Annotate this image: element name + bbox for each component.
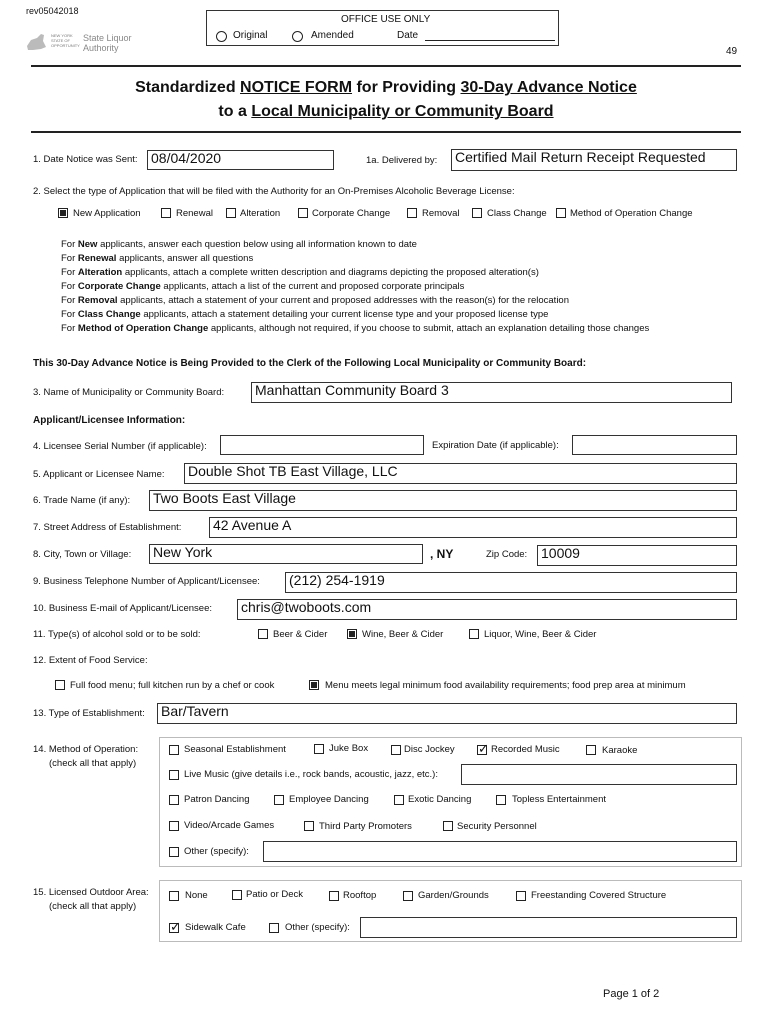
title-rule-top xyxy=(31,65,741,67)
new-application-checkbox[interactable] xyxy=(58,208,68,218)
application-type-label: 2. Select the type of Application that will be filed with the Authority for an On-Premises Alcoholic Beverage License: xyxy=(33,186,515,197)
agency-name-line2: Authority xyxy=(83,43,119,53)
outdoor-none-checkbox[interactable] xyxy=(169,891,179,901)
disc-jockey-label: Disc Jockey xyxy=(404,744,455,755)
email-label: 10. Business E-mail of Applicant/Licensee: xyxy=(33,603,213,614)
agency-logo xyxy=(25,30,145,56)
outdoor-other-label: Other (specify): xyxy=(285,922,350,933)
alteration-label: Alteration xyxy=(240,208,281,219)
original-radio[interactable] xyxy=(216,31,227,42)
amended-radio[interactable] xyxy=(292,31,303,42)
street-address-field[interactable]: 42 Avenue A xyxy=(209,517,737,538)
city-field[interactable]: New York xyxy=(149,544,423,564)
instruction-method-change: For Method of Operation Change applicants, although not required, if you choose to submit, attach an explanation detailing those changes xyxy=(61,323,650,334)
full-food-menu-checkbox[interactable] xyxy=(55,680,65,690)
outdoor-area-label: 15. Licensed Outdoor Area: xyxy=(33,887,149,898)
method-of-operation-change-checkbox[interactable] xyxy=(556,208,566,218)
instruction-removal: For Removal applicants, attach a statement of your current and proposed addresses with the reason(s) for the relocation xyxy=(61,295,570,306)
security-personnel-checkbox[interactable] xyxy=(443,821,453,831)
seasonal-checkbox[interactable] xyxy=(169,745,179,755)
employee-dancing-label: Employee Dancing xyxy=(289,794,369,805)
zip-code-label: Zip Code: xyxy=(486,549,528,560)
security-personnel-label: Security Personnel xyxy=(457,821,537,832)
expiration-date-field[interactable] xyxy=(572,435,737,455)
removal-label: Removal xyxy=(422,208,460,219)
delivered-by-field[interactable]: Certified Mail Return Receipt Requested xyxy=(451,149,737,171)
karaoke-label: Karaoke xyxy=(602,745,638,756)
expiration-date-label: Expiration Date (if applicable): xyxy=(432,440,559,451)
topless-entertainment-checkbox[interactable] xyxy=(496,795,506,805)
patio-deck-checkbox[interactable] xyxy=(232,890,242,900)
municipality-label: 3. Name of Municipality or Community Board: xyxy=(33,387,225,398)
outdoor-none-label: None xyxy=(185,890,208,901)
page-footer: Page 1 of 2 xyxy=(603,988,660,1000)
karaoke-checkbox[interactable] xyxy=(586,745,596,755)
live-music-label: Live Music (give details i.e., rock bands, acoustic, jazz, etc.): xyxy=(184,769,438,780)
video-arcade-checkbox[interactable] xyxy=(169,821,179,831)
trade-name-label: 6. Trade Name (if any): xyxy=(33,495,131,506)
removal-checkbox[interactable] xyxy=(407,208,417,218)
patio-deck-label: Patio or Deck xyxy=(246,889,304,900)
minimum-food-label: Menu meets legal minimum food availability requirements; food prep area at minimum xyxy=(325,680,686,691)
method-operation-label: 14. Method of Operation: xyxy=(33,744,139,755)
garden-grounds-checkbox[interactable] xyxy=(403,891,413,901)
outdoor-other-checkbox[interactable] xyxy=(269,923,279,933)
sidewalk-cafe-checkbox[interactable]: ✓ xyxy=(170,919,181,934)
office-use-title: OFFICE USE ONLY xyxy=(341,14,431,25)
phone-field[interactable]: (212) 254-1919 xyxy=(285,572,737,593)
date-sent-field[interactable]: 08/04/2020 xyxy=(147,150,334,170)
wine-beer-cider-checkbox[interactable] xyxy=(347,629,357,639)
renewal-label: Renewal xyxy=(176,208,213,219)
instruction-corporate-change: For Corporate Change applicants, attach a list of the current and proposed corporate principals xyxy=(61,281,465,292)
garden-grounds-label: Garden/Grounds xyxy=(418,890,489,901)
disc-jockey-checkbox[interactable] xyxy=(391,745,401,755)
beer-cider-checkbox[interactable] xyxy=(258,629,268,639)
outdoor-area-hint: (check all that apply) xyxy=(49,901,137,912)
rooftop-checkbox[interactable] xyxy=(329,891,339,901)
seasonal-label: Seasonal Establishment xyxy=(184,744,286,755)
applicant-heading: Applicant/Licensee Information: xyxy=(33,415,186,426)
corporate-change-label: Corporate Change xyxy=(312,208,391,219)
other-operation-field[interactable] xyxy=(263,841,737,862)
patron-dancing-checkbox[interactable] xyxy=(169,795,179,805)
sidewalk-cafe-label: Sidewalk Cafe xyxy=(185,922,246,933)
delivered-by-label: 1a. Delivered by: xyxy=(366,155,438,166)
exotic-dancing-checkbox[interactable] xyxy=(394,795,404,805)
freestanding-structure-checkbox[interactable] xyxy=(516,891,526,901)
alteration-checkbox[interactable] xyxy=(226,208,236,218)
food-service-label: 12. Extent of Food Service: xyxy=(33,655,148,666)
liquor-wine-beer-cider-checkbox[interactable] xyxy=(469,629,479,639)
new-york-map-icon xyxy=(25,32,49,54)
date-line[interactable] xyxy=(425,40,555,41)
establishment-type-label: 13. Type of Establishment: xyxy=(33,708,145,719)
amended-label: Amended xyxy=(311,30,354,41)
juke-box-label: Juke Box xyxy=(329,743,369,754)
street-address-label: 7. Street Address of Establishment: xyxy=(33,522,182,533)
original-label: Original xyxy=(233,30,268,41)
agency-name-line1: State Liquor xyxy=(83,33,132,43)
beer-cider-label: Beer & Cider xyxy=(273,629,328,640)
title-rule-bottom xyxy=(31,131,741,133)
clerk-section-heading: This 30-Day Advance Notice is Being Provided to the Clerk of the Following Local Municipality or Community Board: xyxy=(33,358,587,369)
office-use-box xyxy=(206,10,559,46)
date-sent-label: 1. Date Notice was Sent: xyxy=(33,154,138,165)
rooftop-label: Rooftop xyxy=(343,890,377,901)
live-music-checkbox[interactable] xyxy=(169,770,179,780)
corporate-change-checkbox[interactable] xyxy=(298,208,308,218)
municipality-field[interactable]: Manhattan Community Board 3 xyxy=(251,382,732,403)
recorded-music-checkbox[interactable]: ✓ xyxy=(478,741,489,756)
video-arcade-label: Video/Arcade Games xyxy=(184,820,275,831)
instruction-renewal: For Renewal applicants, answer all questions xyxy=(61,253,254,264)
instruction-alteration: For Alteration applicants, attach a complete written description and diagrams depicting the proposed alteration(s) xyxy=(61,267,539,278)
page-title: Standardized NOTICE FORM for Providing 30-Day Advance Notice to a Local Municipality or Community Board xyxy=(135,79,637,120)
method-of-operation-change-label: Method of Operation Change xyxy=(570,208,693,219)
outdoor-other-field[interactable] xyxy=(360,917,737,938)
applicant-name-field[interactable]: Double Shot TB East Village, LLC xyxy=(184,463,737,484)
date-label: Date xyxy=(397,30,419,41)
employee-dancing-checkbox[interactable] xyxy=(274,795,284,805)
serial-number-label: 4. Licensee Serial Number (if applicable): xyxy=(33,441,207,452)
page-number: 49 xyxy=(726,46,738,57)
wine-beer-cider-label: Wine, Beer & Cider xyxy=(362,629,444,640)
class-change-checkbox[interactable] xyxy=(472,208,482,218)
patron-dancing-label: Patron Dancing xyxy=(184,794,250,805)
liquor-wine-beer-cider-label: Liquor, Wine, Beer & Cider xyxy=(484,629,597,640)
new-application-label: New Application xyxy=(73,208,141,219)
full-food-menu-label: Full food menu; full kitchen run by a chef or cook xyxy=(70,680,275,691)
instruction-class-change: For Class Change applicants, attach a statement detailing your current license type and your proposed license type xyxy=(61,309,549,320)
freestanding-structure-label: Freestanding Covered Structure xyxy=(531,890,667,901)
recorded-music-label: Recorded Music xyxy=(491,744,560,755)
applicant-name-label: 5. Applicant or Licensee Name: xyxy=(33,469,165,480)
alcohol-type-label: 11. Type(s) of alcohol sold or to be sold: xyxy=(33,629,201,640)
trade-name-field[interactable]: Two Boots East Village xyxy=(149,490,737,511)
serial-number-field[interactable] xyxy=(220,435,424,455)
third-party-promoters-checkbox[interactable] xyxy=(304,821,314,831)
city-label: 8. City, Town or Village: xyxy=(33,549,132,560)
phone-label: 9. Business Telephone Number of Applicant/Licensee: xyxy=(33,576,260,587)
other-operation-label: Other (specify): xyxy=(184,846,249,857)
revision-code: rev05042018 xyxy=(26,6,79,16)
email-field[interactable]: chris@twoboots.com xyxy=(237,599,737,620)
establishment-type-field[interactable]: Bar/Tavern xyxy=(157,703,737,724)
zip-code-field[interactable]: 10009 xyxy=(537,545,737,566)
exotic-dancing-label: Exotic Dancing xyxy=(408,794,472,805)
method-operation-hint: (check all that apply) xyxy=(49,758,137,769)
topless-entertainment-label: Topless Entertainment xyxy=(512,794,606,805)
live-music-details-field[interactable] xyxy=(461,764,737,785)
state-text: , NY xyxy=(430,547,454,561)
class-change-label: Class Change xyxy=(487,208,547,219)
minimum-food-checkbox[interactable] xyxy=(309,680,319,690)
instruction-new: For New applicants, answer each question below using all information known to date xyxy=(61,239,417,250)
juke-box-checkbox[interactable] xyxy=(314,744,324,754)
third-party-promoters-label: Third Party Promoters xyxy=(319,821,412,832)
agency-state-text: NEW YORK STATE OF OPPORTUNITY xyxy=(51,33,80,48)
renewal-checkbox[interactable] xyxy=(161,208,171,218)
other-operation-checkbox[interactable] xyxy=(169,847,179,857)
